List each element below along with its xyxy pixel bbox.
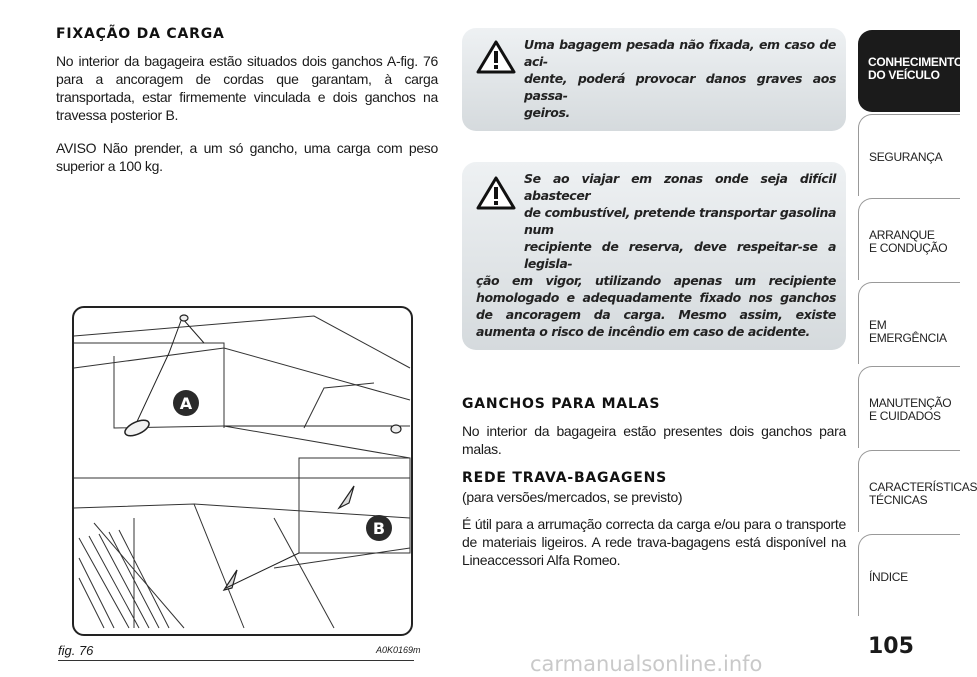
tab-label: TÉCNICAS	[869, 493, 928, 507]
figure-76	[72, 306, 413, 636]
tab-label: CONHECIMENTO	[868, 55, 963, 69]
tab-indice[interactable]	[858, 534, 960, 616]
tab-label: CARACTERÍSTICAS	[869, 480, 977, 494]
watermark: carmanualsonline.info	[530, 652, 763, 676]
warning-line: dente, poderá provocar danos graves aos passa-	[524, 71, 836, 103]
tab-label: E CUIDADOS	[869, 409, 941, 423]
tab-caracteristicas[interactable]	[858, 450, 977, 532]
paragraph-ganchos: No interior da bagageira estão presentes dois ganchos para malas.	[462, 423, 846, 457]
tab-arranque[interactable]	[858, 198, 960, 280]
paragraph-aviso: AVISO Não prender, a um só gancho, uma carga com peso superior a 100 kg.	[56, 140, 438, 174]
badge-b-label: B	[372, 519, 386, 538]
warning-text-1	[476, 36, 836, 121]
tab-conhecimento[interactable]	[858, 30, 963, 112]
warning-line: recipiente de reserva, deve respeitar-se a legisla-	[524, 239, 836, 271]
tab-emergencia[interactable]	[858, 282, 960, 364]
badge-a-label: A	[179, 394, 193, 413]
trunk-illustration	[74, 308, 410, 633]
tab-label: ÍNDICE	[869, 570, 908, 584]
figure-divider	[58, 660, 414, 661]
section-title-fixacao: FIXAÇÃO DA CARGA	[56, 26, 225, 42]
tab-label: MANUTENÇÃO	[869, 396, 952, 410]
warning-icon	[476, 176, 516, 210]
page-number: 105	[868, 634, 914, 659]
left-column	[56, 26, 438, 190]
warning-icon	[476, 40, 516, 74]
tab-label: SEGURANÇA	[869, 150, 943, 164]
right-column	[462, 28, 846, 584]
tab-label: ARRANQUE	[869, 228, 935, 242]
tab-seguranca[interactable]	[858, 114, 960, 196]
warning-box-1	[462, 28, 846, 131]
warning-text-2	[476, 170, 836, 340]
tab-manutencao[interactable]	[858, 366, 960, 448]
figure-caption: fig. 76	[58, 643, 94, 658]
tab-label: DO VEÍCULO	[868, 68, 940, 82]
subtitle-rede: (para versões/mercados, se previsto)	[462, 489, 683, 505]
warning-line: Se ao viajar em zonas onde seja difícil abastecer	[524, 171, 836, 203]
paragraph-fixacao: No interior da bagageira estão situados dois ganchos A-fig. 76 para a ancoragem de cordas que garantam, à carga transportada, estar firmemente vinculada e dois ganchos na travessa posterior B.	[56, 53, 438, 123]
figure-code: A0K0169m	[376, 645, 421, 655]
warning-line: de combustível, pretende transportar gasolina num	[524, 205, 836, 237]
warning-line: Uma bagagem pesada não fixada, em caso de aci-	[524, 37, 836, 69]
section-title-ganchos: GANCHOS PARA MALAS	[462, 396, 661, 412]
warning-line: geiros.	[524, 105, 570, 120]
warning-box-2	[462, 162, 846, 350]
section-title-rede: REDE TRAVA-BAGAGENS	[462, 470, 668, 486]
paragraph-rede: É útil para a arrumação correcta da carga e/ou para o transporte de materiais ligeiros. A rede trava-bagagens está disponível na Lineaccessori Alfa Romeo.	[462, 516, 846, 568]
tab-label: E CONDUÇÃO	[869, 241, 948, 255]
tab-label: EM EMERGÊNCIA	[869, 318, 947, 345]
warning-line: ção em vigor, utilizando apenas um recipiente homologado e adequadamente fixado nos ganchos de ancoragem da carga. Mesmo assim, existe aumenta o risco de incêndio em caso de acidente.	[476, 273, 836, 339]
chapter-tabs	[858, 30, 977, 618]
